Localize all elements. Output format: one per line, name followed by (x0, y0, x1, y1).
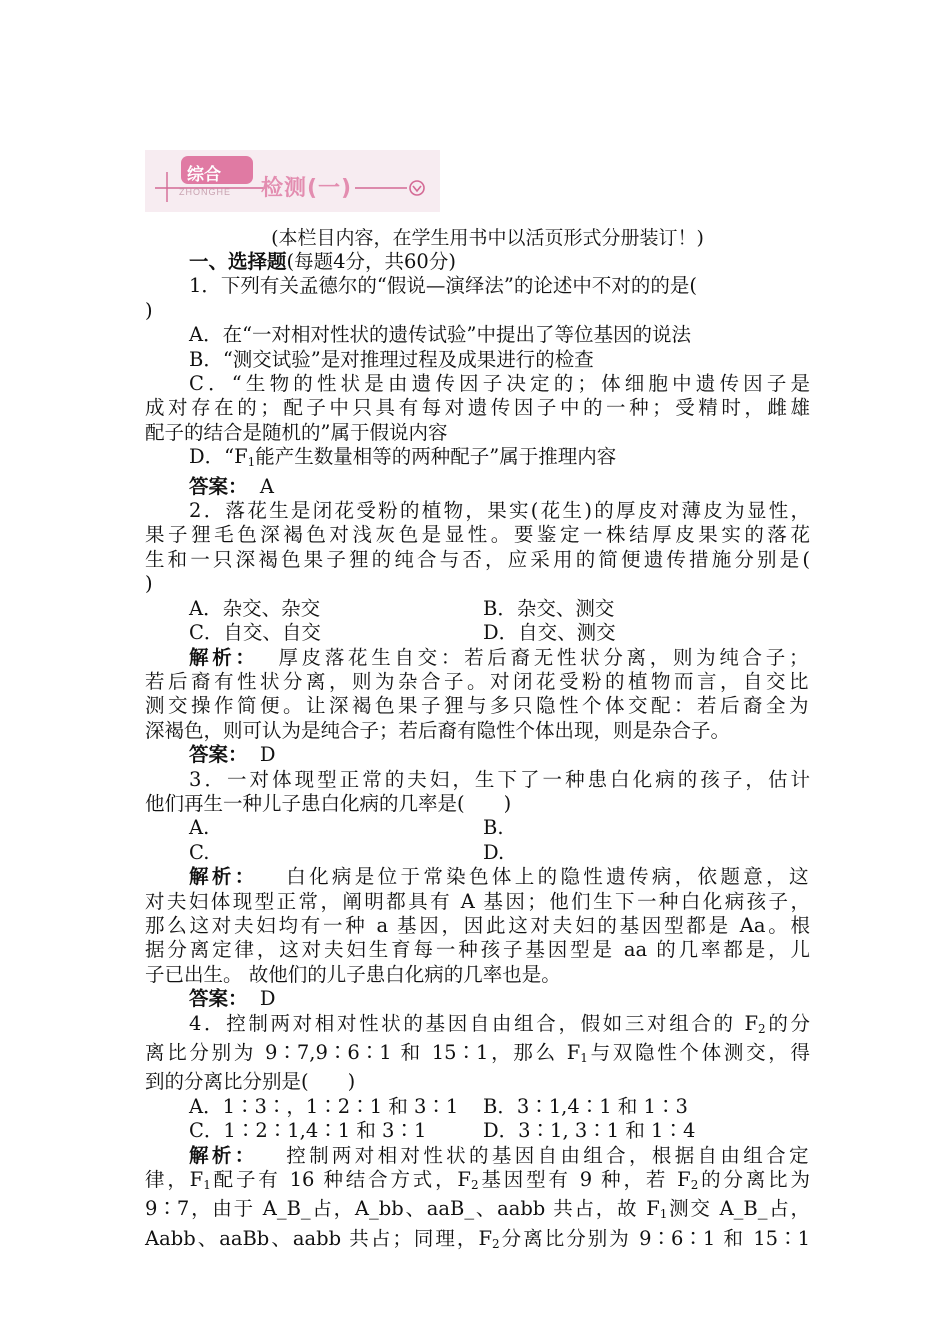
q2-analysis-line3: 测交操作简便。让深褐色果子狸与多只隐性个体交配：若后裔全为 (145, 694, 810, 718)
q2-analysis-line2: 若后裔有性状分离，则为杂合子。对闭花受粉的植物而言，自交比 (145, 669, 810, 693)
q4-options-row2 (145, 1119, 810, 1143)
q2-option-a: A．杂交、杂交 (189, 596, 321, 620)
q3-analysis-line1 (145, 865, 810, 889)
q3-analysis-line2: 对夫妇体现型正常，阐明都具有 A 基因；他们生下一种白化病孩子， (145, 889, 810, 913)
q2-stem-line2: 果子狸毛色深褐色对浅灰色是显性。要鉴定一株结厚皮果实的落花 (145, 523, 810, 547)
q3-answer-label: 答案： (189, 987, 248, 1011)
q1-option-d-sub: 1 (247, 455, 256, 470)
q3-option-a: A. (189, 816, 210, 840)
q4-stem1-sub: 2 (758, 1021, 766, 1036)
q2-analysis-text1: 厚皮落花生自交：若后裔无性状分离，则为纯合子； (278, 645, 810, 669)
q2-analysis-line1 (145, 646, 810, 670)
q4-a2-mid: 配子有 16 种结合方式，F (210, 1168, 471, 1192)
q1-answer-value: A (259, 474, 275, 498)
q1-answer (145, 475, 810, 499)
q3-option-c: C. (189, 840, 210, 864)
q4-stem2-sub: 1 (580, 1051, 588, 1065)
q4-a4-post: 分离比分别为 9∶6∶1 和 15∶1 (499, 1226, 810, 1250)
q2-option-b: B．杂交、测交 (483, 596, 615, 620)
section-heading (145, 250, 810, 274)
q4-option-a: A．1∶3∶，1∶2∶1 和 3∶1 (189, 1094, 459, 1118)
q2-option-d: D．自交、测交 (483, 621, 616, 645)
q2-option-c: C．自交、自交 (189, 621, 321, 645)
q4-stem2-post: 与双隐性个体测交，得 (587, 1041, 810, 1064)
q2-analysis-label: 解析： (189, 645, 259, 669)
q1-option-d-pre: D．“F (189, 445, 248, 469)
q3-stem-line2: 他们再生一种儿子患白化病的几率是( ) (145, 791, 512, 815)
q4-a2-pre: 律，F (145, 1168, 204, 1192)
q2-answer-label: 答案： (189, 743, 248, 767)
q4-a3-post: 测交 A_B_占， (667, 1197, 810, 1221)
q1-option-b: B．“测交试验”是对推理过程及成果进行的检查 (189, 347, 594, 371)
q4-a2-mid2: 基因型有 9 种，若 F (478, 1168, 691, 1192)
q4-a2-sub2: 2 (470, 1178, 479, 1193)
q4-option-c: C．1∶2∶1,4∶1 和 3∶1 (189, 1119, 427, 1143)
q4-analysis-label: 解析： (189, 1143, 258, 1167)
q4-analysis-line1 (145, 1144, 810, 1168)
page-subtitle: (本栏目内容，在学生用书中以活页形式分册装订！) (271, 227, 704, 249)
q4-option-d: D．3∶1, 3∶1 和 1∶4 (483, 1119, 696, 1143)
q1-option-d-post: 能产生数量相等的两种配子”属于推理内容 (255, 445, 617, 469)
q1-option-c-line3: 配子的结合是随机的”属于假说内容 (145, 420, 448, 444)
q2-options-row2 (145, 621, 810, 645)
q3-option-b: B. (483, 816, 504, 840)
q2-options-row1 (145, 597, 810, 621)
q4-analysis-line3 (145, 1197, 810, 1226)
q4-stem-line1 (145, 1012, 810, 1041)
q3-analysis-line4: 据分离定律，这对夫妇生育每一种孩子基因型是 aa 的几率都是，儿 (145, 938, 810, 962)
q1-option-c-line1: C．“生物的性状是由遗传因子决定的；体细胞中遗传因子是 (189, 372, 810, 396)
q2-answer (145, 743, 810, 767)
q1-answer-label: 答案： (189, 474, 248, 498)
banner-zh-title: 综合 (187, 165, 221, 185)
q3-stem-line1: 3．一对体现型正常的夫妇，生下了一种患白化病的孩子，估计 (189, 767, 810, 791)
q3-analysis-line3: 那么这对夫妇均有一种 a 基因，因此这对夫妇的基因型都是 Aa。根 (145, 913, 810, 937)
q4-analysis-text1: 控制两对相对性状的基因自由组合，根据自由组合定 (286, 1143, 810, 1167)
q2-stem-end: ) (145, 572, 153, 596)
q3-answer-value: D (259, 987, 276, 1011)
q2-analysis-line4: 深褐色，则可认为是纯合子；若后裔有隐性个体出现，则是杂合子。 (145, 718, 731, 742)
q4-a4-sub: 2 (492, 1236, 500, 1251)
q4-stem1-post: 的分 (765, 1011, 810, 1035)
q4-a3-sub: 1 (659, 1207, 668, 1222)
q1-stem-end: ) (145, 298, 153, 322)
q3-analysis-line5: 子已出生。 故他们的儿子患白化病的几率也是。 (145, 962, 561, 986)
q4-stem-line3: 到的分离比分别是( ) (145, 1070, 356, 1094)
banner-pinyin: ZHONGHE (179, 187, 231, 197)
q1-stem: 1．下列有关孟德尔的“假说—演绎法”的论述中不对的的是( (189, 274, 697, 298)
document-page (145, 150, 810, 1256)
q4-stem1-pre: 4．控制两对相对性状的基因自由组合，假如三对组合的 F (189, 1011, 759, 1035)
q1-option-c-line2: 成对存在的；配子中只具有每对遗传因子中的一种；受精时，雌雄 (145, 396, 810, 420)
q4-a2-sub3: 2 (690, 1178, 699, 1193)
q4-a2-sub1: 1 (203, 1178, 211, 1193)
q3-analysis-label: 解析： (189, 865, 258, 889)
q3-options-row1 (145, 816, 810, 840)
q1-option-a: A．在“一对相对性状的遗传试验”中提出了等位基因的说法 (189, 323, 692, 347)
q2-answer-value: D (259, 743, 276, 767)
q4-stem-line2 (145, 1041, 810, 1070)
q3-options-row2 (145, 841, 810, 865)
section-banner (145, 150, 440, 212)
banner-main-title: 检测(一) (261, 176, 353, 201)
q3-answer (145, 987, 810, 1011)
q4-option-b: B．3∶1,4∶1 和 1∶3 (483, 1094, 688, 1118)
section-heading-text: 一、选择题 (189, 250, 287, 273)
q4-a2-post: 的分离比为 (698, 1168, 810, 1192)
q4-a3-pre: 9∶7，由于 A_B_占，A_bb、aaB_、aabb 共占，故 F (145, 1197, 660, 1221)
q4-stem2-pre: 离比分别为 9∶7,9∶6∶1 和 15∶1，那么 F (145, 1041, 581, 1064)
q2-stem-line1: 2．落花生是闭花受粉的植物，果实(花生)的厚皮对薄皮为显性， (189, 499, 810, 523)
q4-a4-pre: Aabb、aaBb、aabb 共占；同理，F (145, 1226, 492, 1250)
q4-analysis-line4 (145, 1227, 810, 1256)
q4-analysis-line2 (145, 1168, 810, 1197)
q3-analysis-text1: 白化病是位于常染色体上的隐性遗传病，依题意，这 (286, 865, 810, 889)
q3-option-d: D. (483, 840, 505, 864)
section-rule: (每题4分，共60分) (286, 250, 456, 273)
q2-stem-line3: 生和一只深褐色果子狸的纯合与否，应采用的简便遗传措施分别是( (145, 547, 810, 571)
q4-options-row1 (145, 1095, 810, 1119)
q1-option-d (145, 445, 810, 474)
